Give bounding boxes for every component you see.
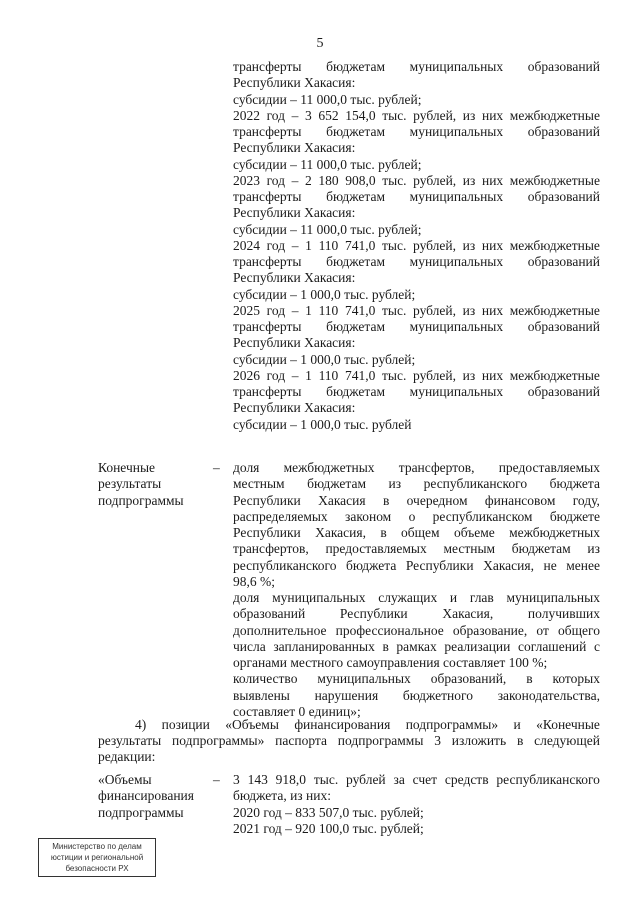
position-label: подпрограммы — [98, 804, 184, 820]
results-line: доля муниципальных служащих и глав муниципальных — [233, 590, 600, 605]
results-line: выявлены нарушения бюджетного законодательства, — [233, 687, 600, 703]
stamp-line: юстиции и региональной — [50, 853, 144, 862]
funding-line: субсидии – 11 000,0 тыс. рублей; — [233, 221, 422, 237]
funding-line: 2022 год – 3 652 154,0 тыс. рублей, из них межбюджетные — [233, 107, 600, 123]
funding-line: 2024 год – 1 110 741,0 тыс. рублей, из них межбюджетные — [233, 237, 600, 253]
results-line: Республики Хакасия в очередном финансовом году, — [233, 492, 600, 508]
results-line: числа запланированных в рамках реализации соглашений с — [233, 638, 600, 654]
results-line: трансфертов, предоставляемых местным бюджетам из — [233, 541, 600, 557]
position-label: «Объемы — [98, 772, 152, 787]
funding-line: трансферты бюджетам муниципальных образований — [233, 189, 600, 204]
results-line: органами местного самоуправления составляет 100 %; — [233, 655, 548, 670]
position-label: подпрограммы — [98, 492, 184, 508]
results-line: распределяемых законом о республиканском бюджете — [233, 508, 600, 524]
funding-line: трансферты бюджетам муниципальных образований — [233, 59, 600, 74]
results-line: 98,6 %; — [233, 573, 275, 589]
funding-line: Республики Хакасия: — [233, 75, 356, 91]
volumes-line: бюджета, из них: — [233, 788, 331, 804]
funding-line: Республики Хакасия: — [233, 335, 356, 351]
results-line: количество муниципальных образований, в которых — [233, 671, 600, 687]
stamp-line: Министерство по делам — [52, 842, 142, 851]
volumes-line: 3 143 918,0 тыс. рублей за счет средств республиканского — [233, 772, 600, 787]
volumes-line: 2021 год – 920 100,0 тыс. рублей; — [233, 820, 424, 836]
position-label: финансирования — [98, 788, 194, 804]
funding-line: трансферты бюджетам муниципальных образований — [233, 124, 600, 139]
funding-line: субсидии – 1 000,0 тыс. рублей; — [233, 286, 416, 302]
results-line: дополнительное профессиональное образование, от общего — [233, 622, 600, 638]
volumes-line: 2020 год – 833 507,0 тыс. рублей; — [233, 804, 424, 820]
funding-line: Республики Хакасия: — [233, 270, 356, 286]
funding-line: 2025 год – 1 110 741,0 тыс. рублей, из них межбюджетные — [233, 302, 600, 318]
paragraph-line: результаты подпрограммы» паспорта подпрограммы 3 изложить в следующей — [98, 733, 600, 748]
results-line: доля межбюджетных трансфертов, предоставляемых — [233, 460, 600, 475]
funding-line: субсидии – 11 000,0 тыс. рублей; — [233, 91, 422, 107]
funding-line: трансферты бюджетам муниципальных образований — [233, 254, 600, 269]
funding-line: Республики Хакасия: — [233, 205, 356, 221]
results-line: Республики Хакасия, в общем объеме межбюджетных — [233, 525, 600, 540]
funding-line: Республики Хакасия: — [233, 140, 356, 156]
funding-line: субсидии – 1 000,0 тыс. рублей — [233, 416, 412, 432]
results-line: образований Республики Хакасия, получивших — [233, 606, 600, 622]
position-label: Конечные — [98, 460, 156, 475]
registration-stamp — [38, 838, 156, 877]
position-label: результаты — [98, 476, 162, 492]
funding-line: 2023 год – 2 180 908,0 тыс. рублей, из них межбюджетные — [233, 172, 600, 188]
paragraph-line: редакции: — [98, 749, 156, 764]
funding-line: субсидии – 1 000,0 тыс. рублей; — [233, 351, 416, 367]
funding-line: трансферты бюджетам муниципальных образований — [233, 319, 600, 334]
funding-line: Республики Хакасия: — [233, 400, 356, 416]
stamp-line: безопасности РХ — [65, 864, 129, 873]
page-number: 5 — [316, 36, 324, 51]
funding-line: трансферты бюджетам муниципальных образований — [233, 384, 600, 399]
results-line: республиканского бюджета Республики Хакасия, не менее — [233, 557, 600, 573]
results-line: местным бюджетам из республиканского бюджета — [233, 476, 600, 492]
paragraph-line: 4) позиции «Объемы финансирования подпрограммы» и «Конечные — [135, 717, 600, 732]
position-dash: – — [213, 460, 220, 475]
funding-line: 2026 год – 1 110 741,0 тыс. рублей, из них межбюджетные — [233, 367, 600, 383]
position-dash: – — [213, 772, 220, 787]
results-line: составляет 0 единиц»; — [233, 703, 361, 719]
funding-line: субсидии – 11 000,0 тыс. рублей; — [233, 156, 422, 172]
